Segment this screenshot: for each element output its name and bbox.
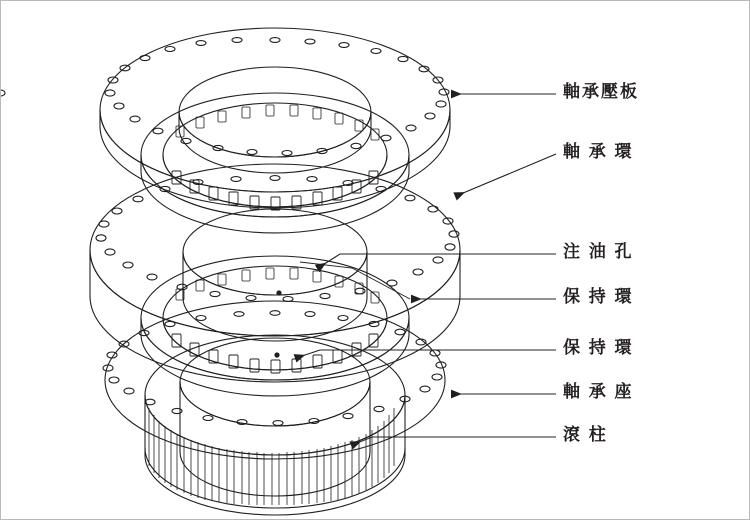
bolt-hole-circle-seat (103, 311, 446, 426)
upper-retaining-cage (141, 93, 409, 233)
label-bearing-seat: 軸 承 座 (563, 382, 634, 401)
label-bearing-pressure-plate: 軸承壓板 (563, 82, 639, 101)
label-retaining-ring-upper: 保 持 環 (563, 287, 634, 306)
bearing-seat (103, 301, 446, 515)
gear-teeth (149, 408, 394, 505)
label-bearing-ring: 軸 承 環 (563, 142, 634, 161)
label-oil-hole: 注 油 孔 (563, 242, 634, 261)
bolt-hole-circle-top (0, 38, 449, 156)
label-retaining-ring-lower: 保 持 環 (563, 338, 634, 357)
label-roller: 滾 柱 (563, 425, 608, 444)
